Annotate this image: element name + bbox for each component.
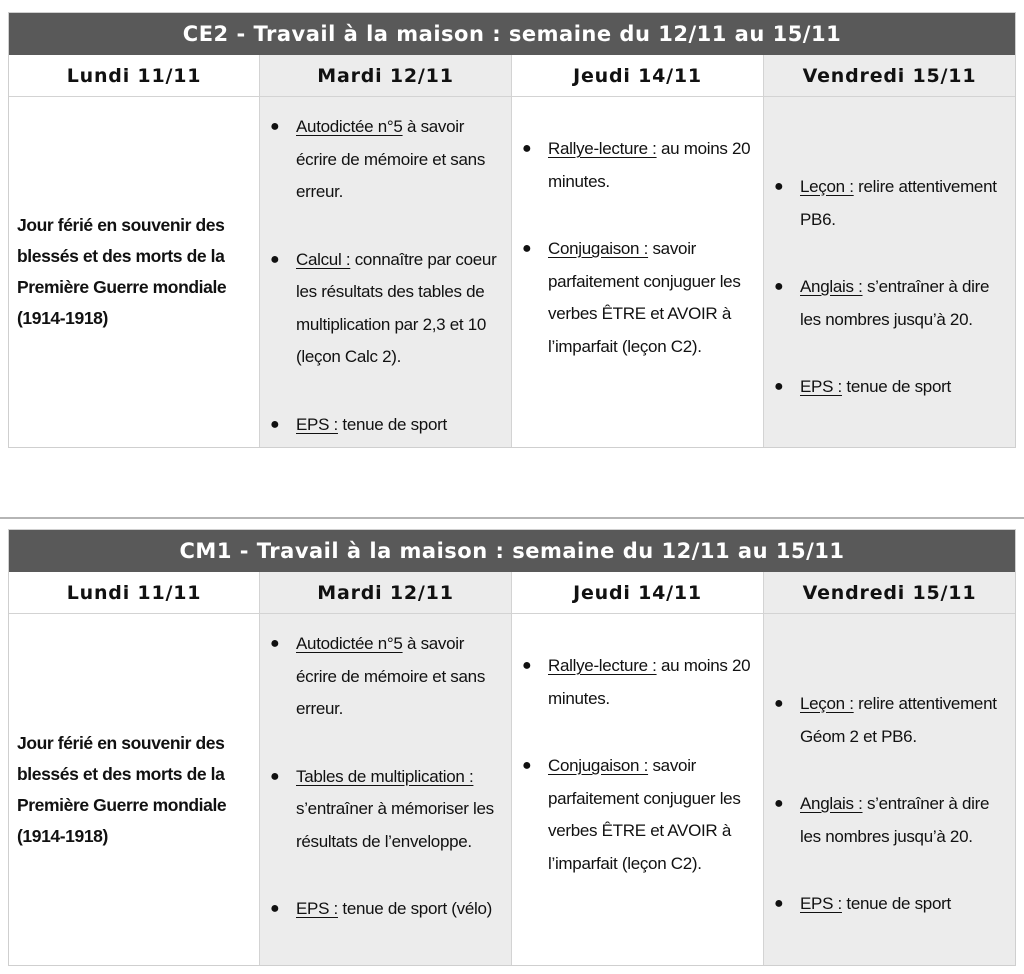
lundi-cell <box>9 614 260 965</box>
task-text: savoir parfaitement conjuguer les verbes ÊTRE et AVOIR à l’imparfait (leçon C2). <box>548 239 741 356</box>
cm1-body-row <box>9 614 1015 965</box>
task-text: au moins 20 minutes. <box>548 139 751 191</box>
task-text: tenue de sport <box>337 414 447 434</box>
bullet-icon: ● <box>774 795 784 812</box>
mardi-task-list <box>260 628 511 926</box>
holiday-note: Jour férié en souvenir des blessés et des morts de la Première Guerre mondiale (1914-1918) <box>17 215 227 328</box>
cm1-header-row <box>9 572 1015 614</box>
jeudi-cell <box>512 614 764 965</box>
cm1-title: CM1 - Travail à la maison : semaine du 12/11 au 15/11 <box>9 530 1015 572</box>
task-label: Rallye-lecture : <box>548 139 657 158</box>
bullet-icon: ● <box>522 757 532 774</box>
bullet-icon: ● <box>522 657 532 674</box>
task-text: tenue de sport <box>841 377 951 396</box>
task-label: Leçon : <box>800 694 854 713</box>
task-text: connaître par coeur les résultats des tables de multiplication par 2,3 et 10 (leçon Calc 2). <box>296 249 497 366</box>
task-label: Autodictée n°5 <box>296 634 403 653</box>
task-text: s’entraîner à dire les nombres jusqu’à 20. <box>800 794 990 846</box>
bullet-icon: ● <box>774 695 784 712</box>
task-item <box>764 888 1015 921</box>
ce2-body-row <box>9 97 1015 447</box>
task-text: à savoir écrire de mémoire et sans erreur. <box>296 117 486 201</box>
section-divider <box>0 517 1024 519</box>
task-text: au moins 20 minutes. <box>548 656 751 708</box>
bullet-icon: ● <box>774 178 784 195</box>
task-item <box>512 750 763 880</box>
ce2-title: CE2 - Travail à la maison : semaine du 12/11 au 15/11 <box>9 13 1015 55</box>
jeudi-cell <box>512 97 764 447</box>
bullet-icon: ● <box>774 278 784 295</box>
holiday-note: Jour férié en souvenir des blessés et des morts de la Première Guerre mondiale (1914-1918) <box>17 732 227 846</box>
task-item <box>512 650 763 715</box>
task-item <box>764 688 1015 753</box>
task-item <box>764 171 1015 236</box>
day-header-jeudi: Jeudi 14/11 <box>512 572 764 614</box>
task-text: s’entraîner à mémoriser les résultats de l’enveloppe. <box>296 799 494 851</box>
task-item <box>764 371 1015 404</box>
jeudi-task-list <box>512 133 763 363</box>
vendredi-cell <box>764 97 1015 447</box>
bullet-icon: ● <box>270 415 280 433</box>
vendredi-task-list <box>764 171 1015 404</box>
day-header-lundi: Lundi 11/11 <box>9 572 260 614</box>
day-header-lundi: Lundi 11/11 <box>9 55 260 97</box>
task-item <box>260 628 511 726</box>
task-item <box>260 761 511 859</box>
task-label: Anglais : <box>800 794 863 813</box>
jeudi-task-list <box>512 650 763 880</box>
task-label: Autodictée n°5 <box>296 117 403 136</box>
task-item <box>512 133 763 198</box>
mardi-task-list <box>260 111 511 441</box>
task-item <box>764 271 1015 336</box>
task-label: Rallye-lecture : <box>548 656 657 675</box>
task-text: relire attentivement PB6. <box>800 177 997 229</box>
task-text: savoir parfaitement conjuguer les verbes ÊTRE et AVOIR à l’imparfait (leçon C2). <box>548 756 741 873</box>
task-label: Conjugaison : <box>548 756 649 775</box>
bullet-icon: ● <box>774 378 784 395</box>
vendredi-task-list <box>764 688 1015 921</box>
task-label: Tables de multiplication : <box>296 766 474 786</box>
day-header-mardi: Mardi 12/11 <box>260 55 512 97</box>
bullet-icon: ● <box>522 140 532 157</box>
task-label: EPS : <box>800 377 842 396</box>
task-item <box>260 111 511 209</box>
task-label: Calcul : <box>296 249 351 269</box>
task-label: Anglais : <box>800 277 863 296</box>
day-header-vendredi: Vendredi 15/11 <box>764 572 1015 614</box>
day-header-mardi: Mardi 12/11 <box>260 572 512 614</box>
task-label: EPS : <box>296 414 338 434</box>
bullet-icon: ● <box>270 250 280 268</box>
bullet-icon: ● <box>522 240 532 257</box>
task-label: Leçon : <box>800 177 854 196</box>
day-header-jeudi: Jeudi 14/11 <box>512 55 764 97</box>
vendredi-cell <box>764 614 1015 965</box>
task-item <box>764 788 1015 853</box>
mardi-cell <box>260 97 512 447</box>
bullet-icon: ● <box>270 635 280 652</box>
day-header-vendredi: Vendredi 15/11 <box>764 55 1015 97</box>
bullet-icon: ● <box>270 767 280 785</box>
task-label: Conjugaison : <box>548 239 649 258</box>
bullet-icon: ● <box>270 118 280 135</box>
task-text: tenue de sport <box>841 894 951 913</box>
bullet-icon: ● <box>774 895 784 912</box>
task-text: tenue de sport (vélo) <box>337 899 493 918</box>
mardi-cell <box>260 614 512 965</box>
task-item <box>260 409 511 442</box>
task-text: à savoir écrire de mémoire et sans erreur. <box>296 634 486 718</box>
cm1-homework-table <box>8 529 1016 966</box>
ce2-homework-table <box>8 12 1016 448</box>
lundi-cell <box>9 97 260 447</box>
bullet-icon: ● <box>270 900 280 917</box>
task-text: s’entraîner à dire les nombres jusqu’à 20. <box>800 277 990 329</box>
task-text: relire attentivement Géom 2 et PB6. <box>800 694 997 746</box>
ce2-header-row <box>9 55 1015 97</box>
task-item <box>512 233 763 363</box>
task-label: EPS : <box>296 899 338 918</box>
task-item <box>260 893 511 926</box>
task-item <box>260 244 511 374</box>
task-label: EPS : <box>800 894 842 913</box>
